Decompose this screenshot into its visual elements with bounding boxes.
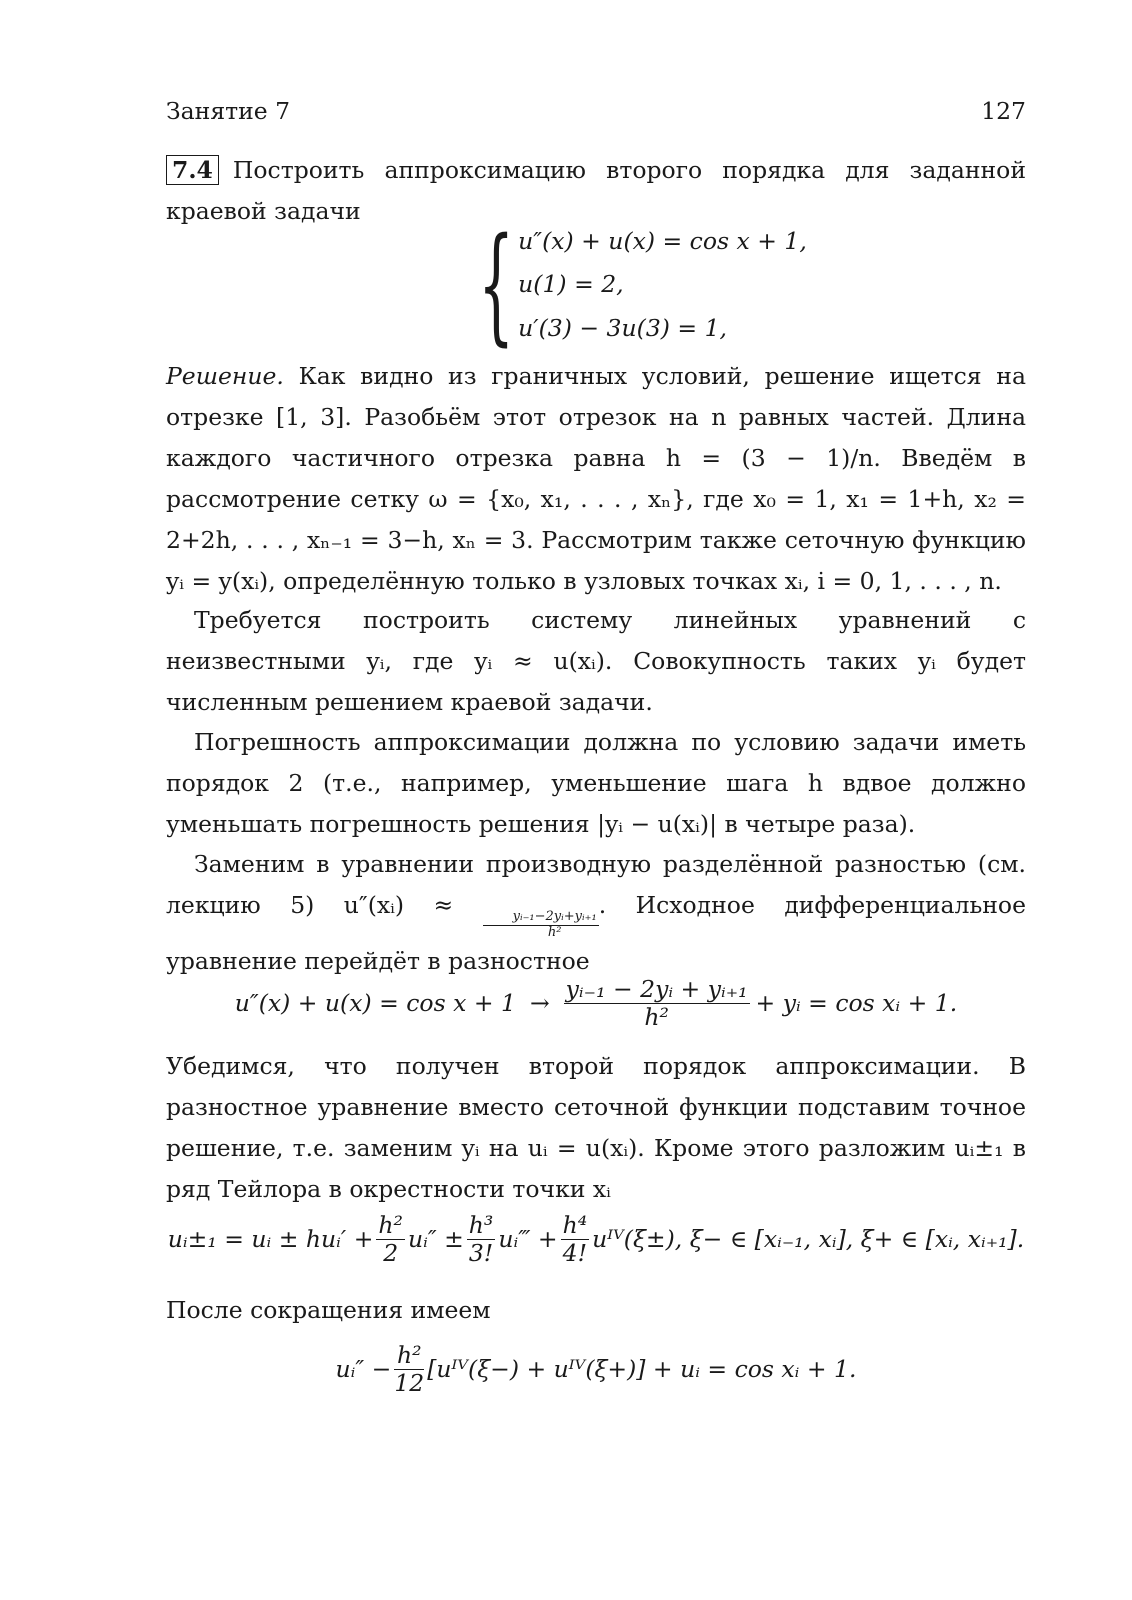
problem-number: 7.4 — [166, 155, 219, 185]
system-equation: u′(3) − 3u(3) = 1, — [518, 313, 727, 342]
section-title: Занятие 7 — [166, 97, 291, 125]
paragraph-text: Заменим в уравнении производную разделённой разностью (см. лекцию 5) u″(xᵢ) ≈ — [166, 850, 1026, 919]
paragraph-text: Как видно из граничных условий, решение ищется на отрезке [1, 3]. Разобьём этот отрезок на n равных частей. Длина каждого частичного отрезка равна h = (3 − 1)/n. Введём в рассмотрение сетку ω = {x₀, x₁, . . . , xₙ}, где x₀ = 1, x₁ = 1+h, x₂ = 2+2h, . . . , xₙ₋₁ = 3−h, xₙ = 3. Рассмотрим также сеточную функцию yᵢ = y(xᵢ), определённую только в узловых точках xᵢ, i = 0, 1, . . . , n. — [166, 362, 1026, 595]
paragraph-text: Погрешность аппроксимации должна по условию задачи иметь порядок 2 (т.е., например, уменьшение шага h вдвое должно уменьшать погрешность решения |yᵢ − u(xᵢ)| в четыре раза). — [166, 728, 1026, 838]
difference-equation: u″(x) + u(x) = cos x + 1 → yᵢ₋₁ − 2yᵢ + yᵢ₊₁ h² + yᵢ = cos xᵢ + 1. — [234, 975, 958, 1032]
arrow-icon: → — [529, 989, 550, 1018]
inline-fraction: $\frac{\text{yᵢ₋₁−2yᵢ+yᵢ₊₁}}{\text{h²}}$ — [483, 910, 599, 941]
problem-text: Построить аппроксимацию второго порядка для заданной краевой задачи — [166, 156, 1026, 225]
solution-paragraph-4 — [166, 844, 1026, 982]
solution-paragraph-6 — [166, 1290, 1026, 1331]
paragraph-text: Требуется построить систему линейных уравнений с неизвестными yᵢ, где yᵢ ≈ u(xᵢ). Совокупность таких yᵢ будет численным решением краевой задачи. — [166, 606, 1026, 716]
display-fraction: yᵢ₋₁ − 2yᵢ + yᵢ₊₁ h² — [565, 975, 748, 1032]
running-header — [166, 96, 1026, 126]
solution-label: Решение. — [166, 362, 284, 390]
system-equation: u″(x) + u(x) = cos x + 1, — [518, 227, 807, 256]
taylor-expansion-equation: uᵢ±₁ = uᵢ ± huᵢ′ + $\frac{\text{h²}}{2}$ uᵢ″ ± $\frac{\text{h³}}{3!}$ uᵢ‴ + $\frac{\text{h⁴}}{4!}$ uᴵⱽ(ξ±), ξ− ∈ [xᵢ₋₁, xᵢ], ξ+ ∈ [xᵢ, xᵢ₊₁]. — [167, 1211, 1025, 1268]
page-number: 127 — [981, 97, 1026, 125]
solution-paragraph-2 — [166, 600, 1026, 723]
paragraph-text: . Исходное дифференциальное уравнение перейдёт в разностное — [166, 891, 1026, 975]
solution-paragraph-3 — [166, 722, 1026, 845]
reduced-equation: uᵢ″ − $\frac{\text{h²}}{12}$ [uᴵⱽ(ξ−) + uᴵⱽ(ξ+)] + uᵢ = cos xᵢ + 1. — [335, 1341, 857, 1398]
left-brace-icon: { — [478, 211, 515, 358]
page — [166, 0, 1026, 1600]
paragraph-text: Убедимся, что получен второй порядок аппроксимации. В разностное уравнение вместо сеточной функции подставим точное решение, т.е. заменим yᵢ на uᵢ = u(xᵢ). Кроме этого разложим uᵢ±₁ в ряд Тейлора в окрестности точки xᵢ — [166, 1052, 1026, 1203]
boundary-problem-system — [434, 211, 807, 358]
paragraph-text: После сокращения имеем — [166, 1296, 491, 1324]
system-equation: u(1) = 2, — [518, 270, 624, 299]
solution-paragraph-5 — [166, 1046, 1026, 1210]
solution-paragraph-1 — [166, 356, 1026, 602]
